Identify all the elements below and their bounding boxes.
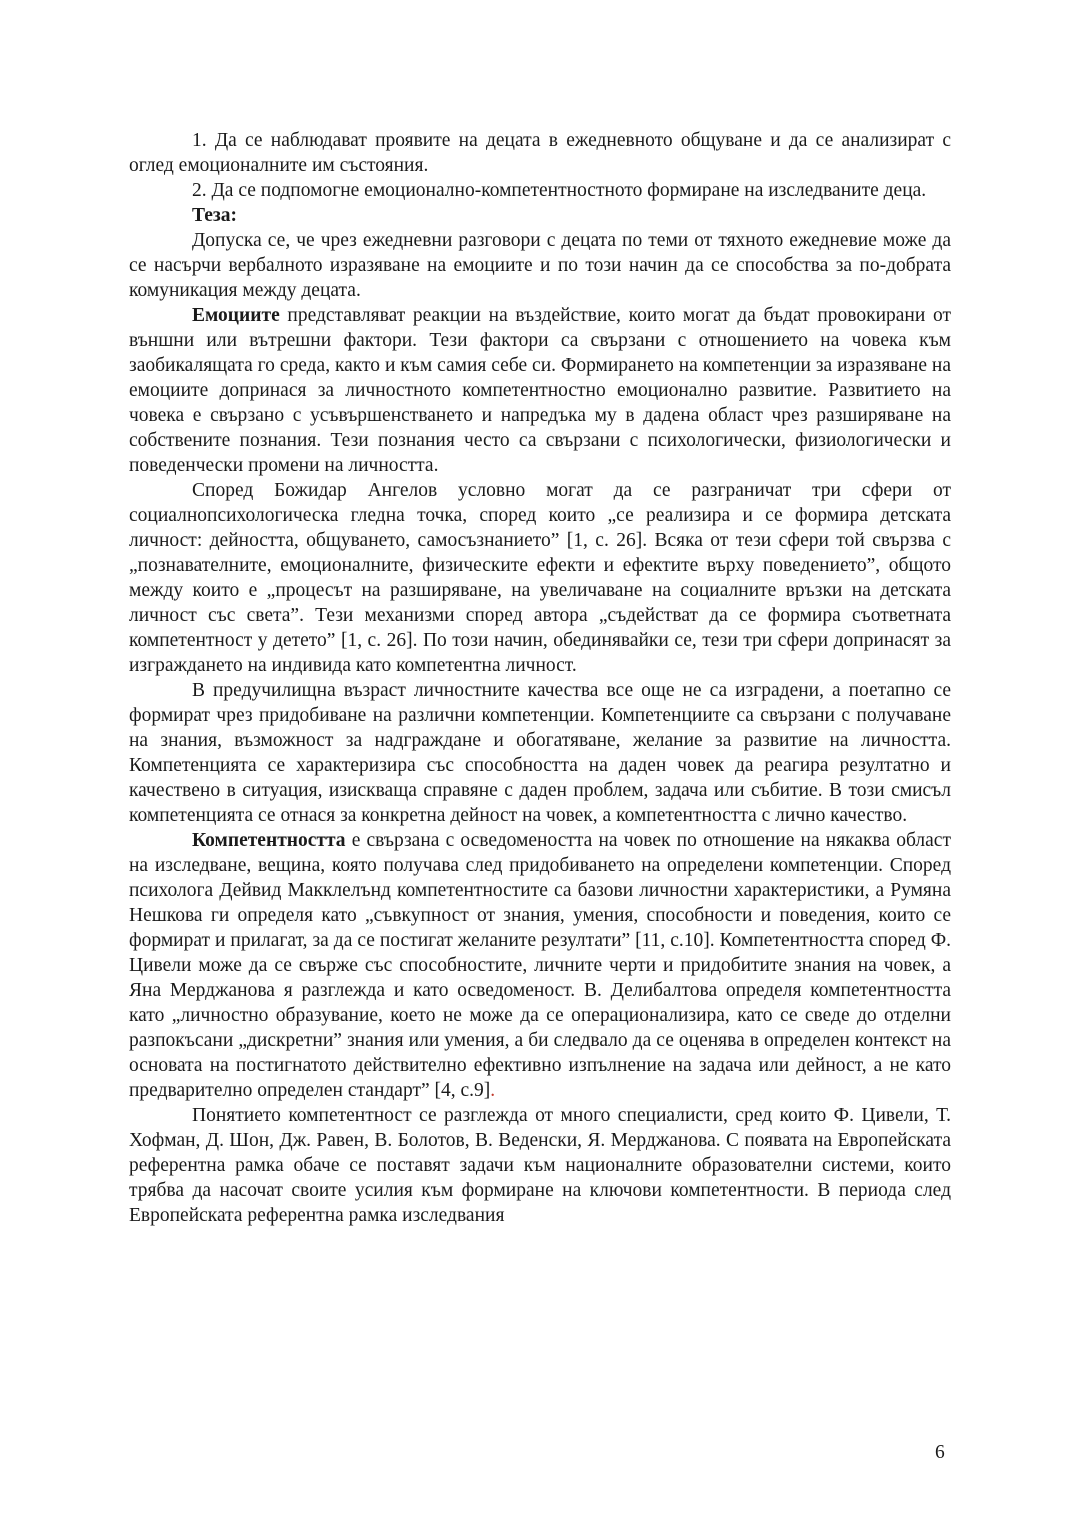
page-number: 6 — [935, 1442, 945, 1463]
heading-thesis: Теза: — [192, 205, 237, 226]
paragraph-task-1: 1. Да се наблюдават проявите на децата в ежедневното общуване и да се анализират с оглед емоционалните им състояния. — [129, 130, 951, 176]
paragraph-concept: Понятието компетентност се разглежда от много специалисти, сред които Ф. Цивели, Т. Хофман, Д. Шон, Дж. Равен, В. Болотов, В. Веденски, Я. Мерджанова. С появата на Европейската референтна рамка обаче се поставят задачи към националните образователни системи, които трябва да насочат своите усилия към формиране на ключови компетентности. В периода след Европейската референтна рамка изследвания — [129, 1105, 951, 1226]
paragraph-competence — [129, 828, 951, 1103]
term-emotions: Емоциите — [192, 305, 280, 326]
paragraph-emotions-text: представляват реакции на въздействие, които могат да бъдат провокирани от външни или вътрешни фактори. Тези фактори са свързани с отношението на човека към заобикалящата го среда, както и към самия себе си. Формирането на компетенции за изразяване на емоциите допринася за личностното компетентностно емоционално развитие. Развитието на човека е свързано с усъвършенстването и напредъка му в дадена област чрез разширяване на собствените познания. Тези познания често са свързани с психологически, физиологически и поведенчески промени на личността. — [129, 305, 951, 476]
paragraph-angelov: Според Божидар Ангелов условно могат да се разграничат три сфери от социалнопсихологическа гледна точка, според които „се реализира и се формира детската личност: дейността, общуването, самосъзнанието” [1, с. 26]. Всяка от тези сфери той свързва с „познавателните, емоционалните, физическите ефекти и ефектите върху поведението”, общото между които е „процесът на разширяване, на увеличаване на социалните връзки на детската личност със света”. Тези механизми според автора „съдействат да се формира съответната компетентност у детето” [1, с. 26]. По този начин, обединявайки се, тези три сфери допринасят за изграждането на индивида като компетентна личност. — [129, 480, 951, 676]
document-body — [129, 128, 951, 1228]
paragraph-thesis: Допуска се, че чрез ежедневни разговори с децата по теми от тяхното ежедневие може да се насърчи вербалното изразяване на емоциите и по този начин да се способства за по-добрата комуникация между децата. — [129, 230, 951, 301]
paragraph-emotions — [129, 303, 951, 478]
paragraph-task-2: 2. Да се подпомогне емоционално-компетентностното формиране на изследваните деца. — [192, 180, 927, 201]
term-competence: Компетентността — [192, 830, 346, 851]
paragraph-competence-text: е свързана с осведомеността на човек по отношение на някаква област на изследване, вещина, която получава след придобиването на определени компетенции. Според психолога Дейвид Макклелънд компетентностите са базови личностни характеристики, а Румяна Нешкова ги определя като „съвкупност от знания, умения, способности и поведения, които се формират и прилагат, за да се постигат желаните резултати” [11, с.10]. Компетентността според Ф. Цивели може да се свърже със способностите, личните черти и придобитите знания на човек, а Яна Мерджанова я разглежда и като осведоменост. В. Делибалтова определя компетентността като „личностно образувание, което не може да се операционализира, като се сведе до отделни разпокъсани „дискретни” знания или умения, а би следвало да се оценява в определен контекст на основата на постигнатото действително ефективно изпълнение на задача или дейност, а не като предварително определен стандарт” [4, с.9] — [129, 830, 951, 1101]
paragraph-preschool: В предучилищна възраст личностните качества все още не са изградени, а поетапно се формират чрез придобиване на различни компетенции. Компетенциите са свързани с получаване на знания, възможност за надграждане и обогатяване, желание за развитие на личността. Компетенцията се характеризира със способността на даден човек да реагира резултатно и качествено в ситуация, изискваща справяне с даден проблем, задача или събитие. В този смисъл компетенцията се отнася за конкретна дейност на човек, а компетентността с лично качество. — [129, 680, 951, 826]
red-period: . — [490, 1080, 496, 1101]
